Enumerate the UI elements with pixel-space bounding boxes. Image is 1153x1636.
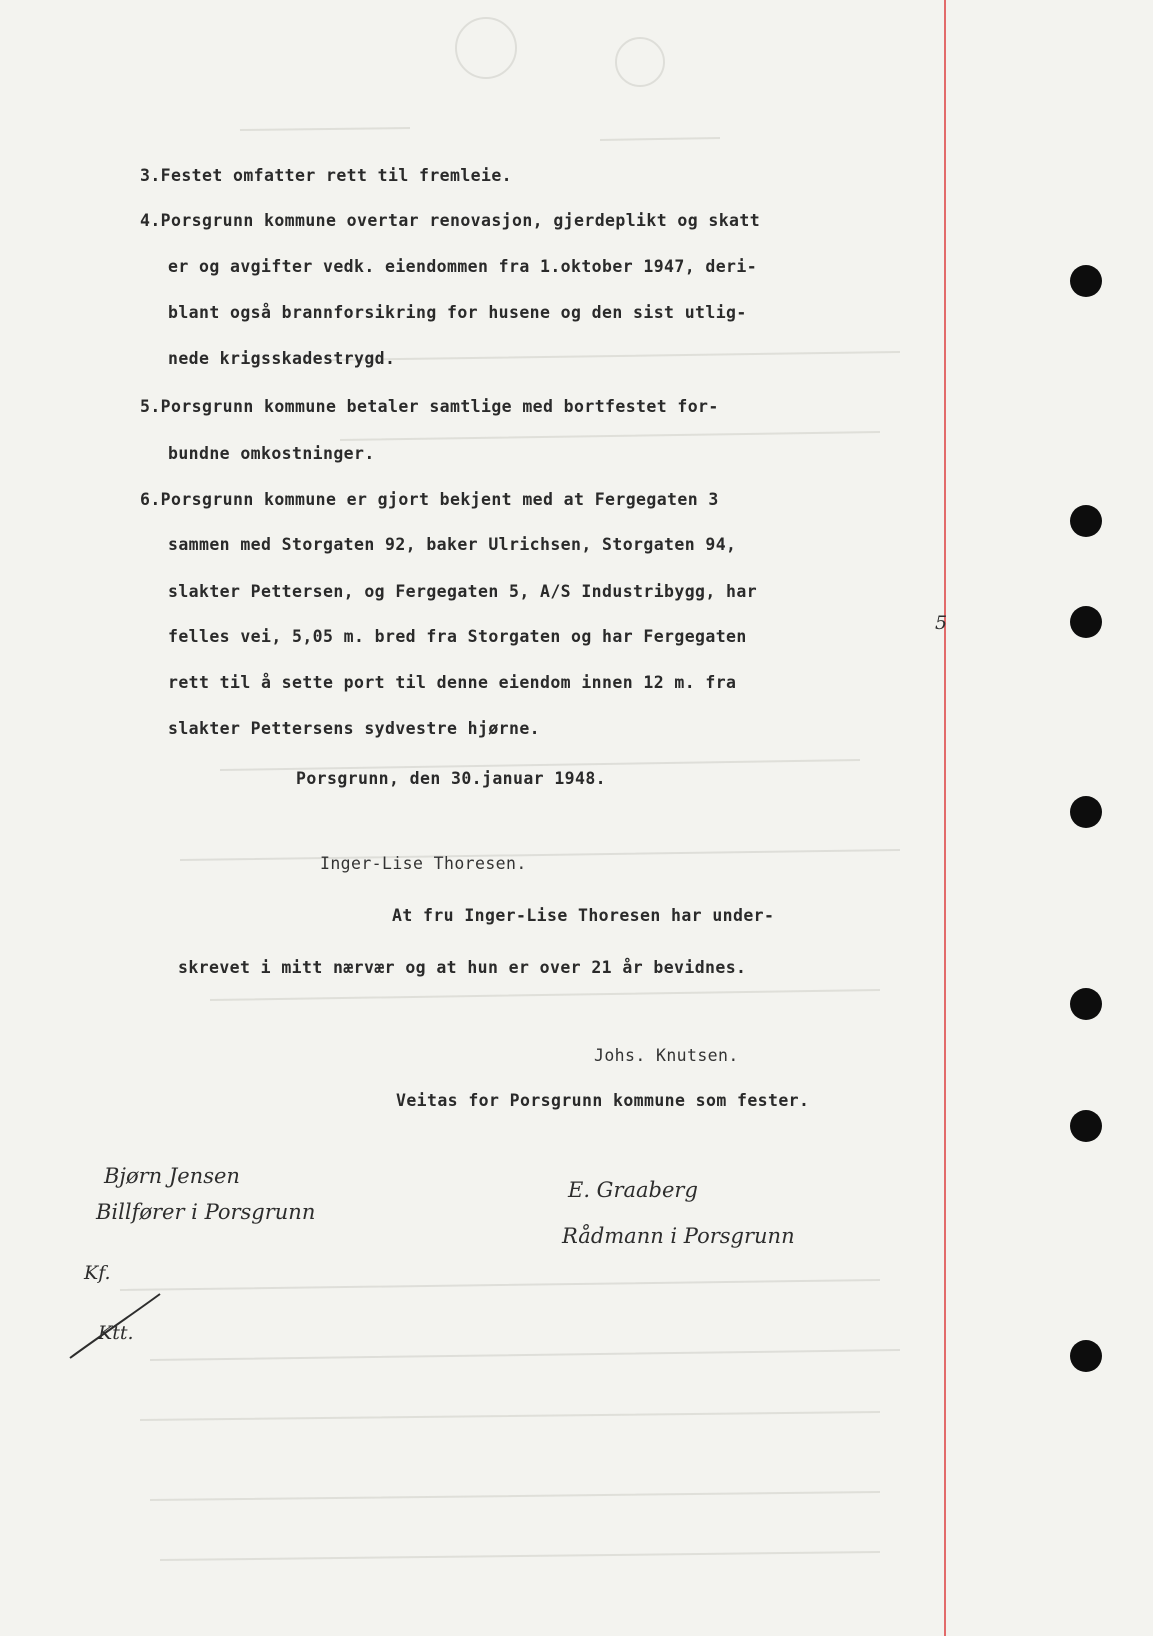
clause-6-line-3: slakter Pettersen, og Fergegaten 5, A/S Industribygg, har	[168, 582, 758, 601]
punch-hole	[1070, 988, 1102, 1020]
attestation-line-2: skrevet i mitt nærvær og at hun er over 21 år bevidnes.	[178, 958, 747, 977]
clause-6-line-5: rett til å sette port til denne eiendom innen 12 m. fra	[168, 673, 737, 692]
witness-2-signature: E. Graaberg	[568, 1178, 698, 1202]
official-title: Veitas for Porsgrunn kommune som fester.	[396, 1091, 810, 1110]
punch-hole	[1070, 796, 1102, 828]
signatory-name: Inger-Lise Thoresen.	[320, 854, 527, 873]
punch-hole	[1070, 1110, 1102, 1142]
clause-6-line-1: 6.Porsgrunn kommune er gjort bekjent med at Fergegaten 3	[140, 490, 719, 509]
clause-6-line-2: sammen med Storgaten 92, baker Ulrichsen, Storgaten 94,	[168, 535, 737, 554]
initials-1: Kf.	[84, 1262, 111, 1284]
handwritten-note: 5	[935, 612, 948, 634]
witness-1-title: Billfører i Porsgrunn	[96, 1200, 316, 1224]
initials-2: Ktt.	[98, 1322, 134, 1344]
clause-4-line-3: blant også brannforsikring for husene og den sist utlig-	[168, 303, 747, 322]
clause-5-line-1: 5.Porsgrunn kommune betaler samtlige med bortfestet for-	[140, 397, 719, 416]
punch-hole	[1070, 606, 1102, 638]
clause-3-line: 3.Festet omfatter rett til fremleie.	[140, 166, 513, 185]
punch-hole	[1070, 265, 1102, 297]
initials-stroke	[60, 1286, 170, 1366]
place-date-line: Porsgrunn, den 30.januar 1948.	[296, 769, 607, 788]
clause-4-line-2: er og avgifter vedk. eiendommen fra 1.oktober 1947, deri-	[168, 257, 758, 276]
clause-4-line-4: nede krigsskadestrygd.	[168, 349, 396, 368]
clause-5-line-2: bundne omkostninger.	[168, 444, 375, 463]
punch-hole	[1070, 1340, 1102, 1372]
witness-1-signature: Bjørn Jensen	[104, 1164, 240, 1188]
clause-6-line-4: felles vei, 5,05 m. bred fra Storgaten og har Fergegaten	[168, 627, 747, 646]
clause-4-line-1: 4.Porsgrunn kommune overtar renovasjon, gjerdeplikt og skatt	[140, 211, 761, 230]
punch-hole	[1070, 505, 1102, 537]
red-margin-line	[944, 0, 946, 1636]
attestation-line-1: At fru Inger-Lise Thoresen har under-	[392, 906, 775, 925]
clause-6-line-6: slakter Pettersens sydvestre hjørne.	[168, 719, 541, 738]
official-name: Johs. Knutsen.	[594, 1046, 739, 1065]
witness-2-title: Rådmann i Porsgrunn	[562, 1224, 795, 1248]
